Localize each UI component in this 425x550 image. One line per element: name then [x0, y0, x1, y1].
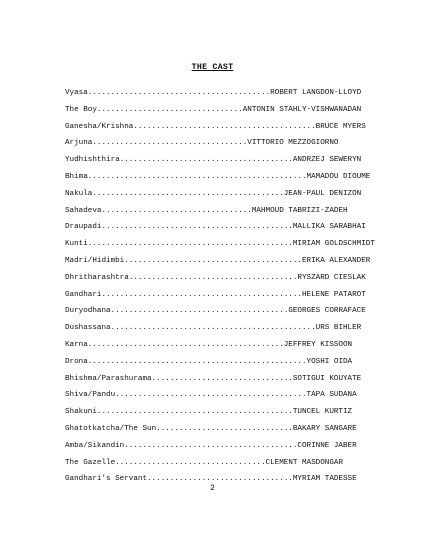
cast-list — [65, 85, 375, 488]
cast-entry — [65, 354, 361, 371]
cast-role: Bhima — [65, 172, 88, 181]
dot-leader: ................................. — [101, 206, 252, 215]
cast-actor: ERIKA ALEXANDER — [301, 256, 371, 265]
cast-entry — [65, 270, 366, 287]
cast-entry — [65, 320, 361, 337]
cast-actor: URS BIHLER — [315, 324, 362, 333]
cast-entry — [65, 438, 361, 455]
cast-entry — [65, 236, 375, 253]
dot-leader: ............................................. — [110, 324, 316, 333]
cast-entry — [65, 152, 361, 169]
cast-role: Karna — [65, 340, 88, 349]
cast-role: Draupadi — [65, 223, 102, 232]
cast-actor: VITTORIO MEZZOGIORNO — [247, 139, 339, 148]
cast-entry — [65, 119, 366, 136]
dot-leader: ................................. — [115, 458, 266, 467]
cast-role: Ghatotkatcha/The Sun — [65, 424, 157, 433]
cast-actor: SOTIGUI KOUYATE — [292, 374, 362, 383]
cast-role: Yudhishthira — [65, 156, 120, 165]
cast-actor: GEORGES CORRAFACE — [288, 307, 366, 316]
cast-entry — [65, 371, 361, 388]
dot-leader: ................................ — [96, 105, 243, 114]
cast-role: Arjuna — [65, 139, 93, 148]
dot-leader: ...................................... — [119, 156, 293, 165]
cast-entry — [65, 253, 371, 270]
dot-leader: .......................................... — [101, 223, 293, 232]
cast-entry — [65, 219, 366, 236]
dot-leader: .............................. — [156, 424, 293, 433]
cast-role: Duryodhana — [65, 307, 111, 316]
dot-leader: ................................ — [147, 475, 293, 484]
cast-actor: TUNCEL KURTIZ — [292, 408, 353, 417]
dot-leader: ....................................... — [110, 307, 289, 316]
cast-entry — [65, 421, 361, 438]
cast-role: Nakula — [65, 189, 93, 198]
cast-actor: ANDRZEJ SEWERYN — [292, 156, 362, 165]
cast-role: Shakuni — [65, 408, 97, 417]
cast-entry — [65, 169, 371, 186]
cast-entry — [65, 337, 361, 354]
cast-entry — [65, 303, 366, 320]
dot-leader: .................................. — [92, 139, 248, 148]
page-number: 2 — [210, 484, 215, 493]
dot-leader: ........................................... — [96, 408, 293, 417]
dot-leader: ....................................... — [124, 256, 302, 265]
cast-role: The Gazelle — [65, 458, 116, 467]
cast-entry — [65, 455, 361, 472]
cast-entry — [65, 287, 366, 304]
dot-leader: .......................................... — [115, 391, 307, 400]
cast-actor: MALLIKA SARABHAI — [292, 223, 366, 232]
dot-leader: ............................................ — [101, 290, 302, 299]
cast-role: The Boy — [65, 105, 97, 114]
cast-actor: JEFFREY KISSOON — [283, 340, 353, 349]
cast-entry — [65, 135, 361, 152]
cast-entry — [65, 186, 361, 203]
dot-leader: ............................................. — [87, 240, 293, 249]
cast-actor: BRUCE MYERS — [315, 122, 366, 131]
dot-leader: .......................................... — [92, 189, 284, 198]
dot-leader: ..................................... — [128, 273, 298, 282]
cast-role: Dushassana — [65, 324, 111, 333]
cast-entry — [65, 102, 361, 119]
dot-leader: ........................................ — [87, 89, 271, 97]
cast-actor: YOSHI OIDA — [306, 357, 353, 366]
cast-actor: MAMADOU DIOUME — [306, 172, 371, 181]
cast-role: Shiva/Pandu — [65, 391, 116, 400]
cast-actor: ANTONIN STAHLY-VISHWANADAN — [242, 105, 362, 114]
page-title: THE CAST — [191, 63, 234, 72]
dot-leader: ........................................ — [133, 122, 316, 131]
cast-role: Sahadeva — [65, 206, 102, 215]
cast-actor: MYRIAM TADESSE — [292, 475, 357, 484]
cast-entry — [65, 203, 361, 220]
cast-actor: HELENE PATAROT — [301, 290, 366, 299]
cast-entry — [65, 85, 361, 102]
dot-leader: ................................................ — [87, 357, 307, 366]
dot-leader: ...................................... — [124, 441, 298, 450]
cast-actor: MAHMOUD TABRIZI-ZADEH — [251, 206, 348, 215]
dot-leader: ................................................ — [87, 172, 307, 181]
cast-role: Dhritharashtra — [65, 273, 129, 282]
dot-leader: ........................................... — [87, 340, 284, 349]
cast-entry — [65, 387, 361, 404]
cast-role: Gandhari — [65, 290, 102, 299]
dot-leader: ............................... — [151, 374, 293, 383]
cast-actor: JEAN-PAUL DENIZON — [283, 189, 362, 198]
cast-role: Bhishma/Parashurama — [65, 374, 152, 383]
cast-role: Drona — [65, 357, 88, 366]
cast-actor: RYSZARD CIESLAK — [297, 273, 366, 282]
cast-role: Amba/Sikandin — [65, 441, 125, 450]
cast-role: Vyasa — [65, 89, 88, 97]
cast-role: Madri/Hidimbi — [65, 256, 125, 265]
cast-actor: CORINNE JABER — [297, 441, 357, 450]
cast-actor: TAPA SUDANA — [306, 391, 357, 400]
cast-actor: MIRIAM GOLDSCHMIDT — [292, 240, 375, 249]
cast-role: Ganesha/Krishna — [65, 122, 134, 131]
cast-entry — [65, 404, 361, 421]
cast-role: Kunti — [65, 240, 88, 249]
cast-actor: CLEMENT MASDONGAR — [265, 458, 344, 467]
cast-actor: BAKARY SANGARE — [292, 424, 357, 433]
cast-role: Gandhari's Servant — [65, 475, 148, 484]
cast-actor: ROBERT LANGDON-LLOYD — [270, 89, 362, 97]
